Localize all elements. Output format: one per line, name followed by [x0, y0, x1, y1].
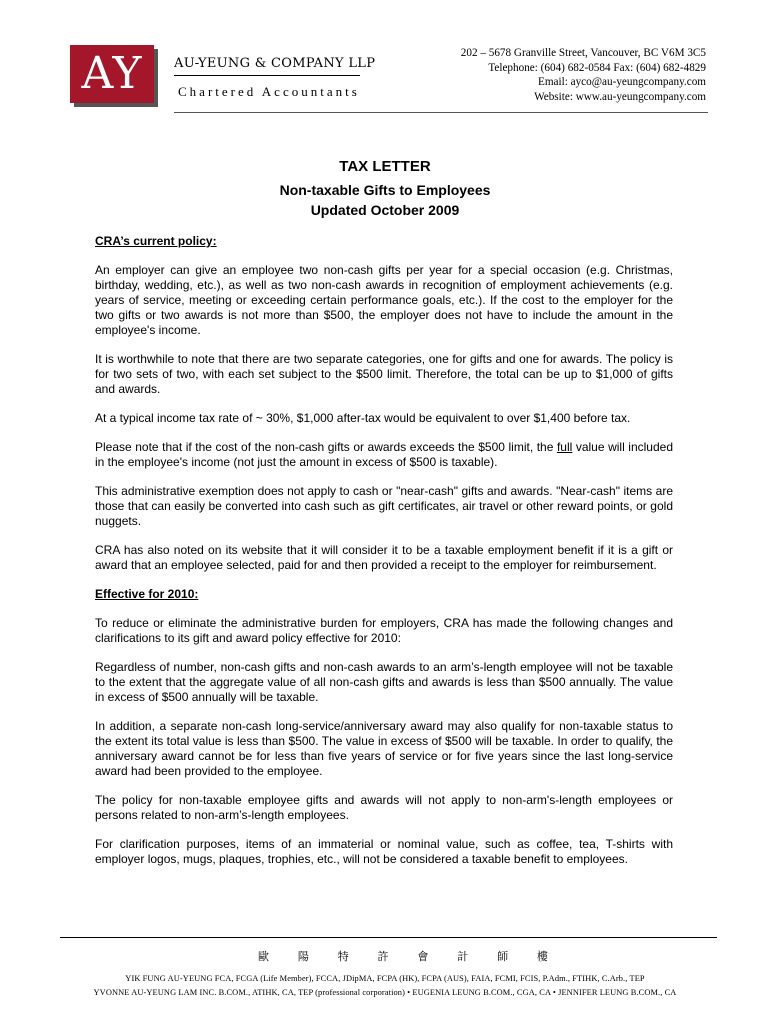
paragraph-text: Please note that if the cost of the non-cash gifts or awards exceeds the $500 limit, the: [95, 440, 557, 454]
chinese-char: 許: [377, 950, 389, 963]
document-updated: Updated October 2009: [310, 202, 460, 218]
paragraph: For clarification purposes, items of an immaterial or nominal value, such as coffee, tea, T-shirts with employer logos, mugs, plaques, trophies, etc., will not be considered a taxable benefit to employees.: [95, 837, 673, 866]
chinese-char: 陽: [297, 950, 309, 963]
paragraph: In addition, a separate non-cash long-service/anniversary award may also qualify for non-taxable status to the extent its total value is less than $500. The value in excess of $500 will be taxable. In order to qualify, the anniversary award cannot be for less than five years of service or for five years since the last long-service award had been provided to the employee.: [95, 719, 673, 778]
footer-divider: [60, 937, 717, 938]
chinese-char: 特: [337, 950, 349, 963]
paragraph: This administrative exemption does not apply to cash or "near-cash" gifts and awards. "Near-cash" items are those that can easily be converted into cash such as gift certificates, air travel or other reward points, or gold nuggets.: [95, 484, 673, 528]
footer-partners-line-2: YVONNE AU-YEUNG LAM INC. B.COM., ATIHK, CA, TEP (professional corporation) • EUGENIA LEUNG B.COM., CGA, CA • JENNIFER LEUNG B.COM., CA: [93, 988, 677, 997]
chinese-char: 計: [457, 950, 469, 963]
letter-body: [95, 234, 673, 881]
section-heading-effective-2010: Effective for 2010:: [95, 587, 199, 601]
logo-text: AY: [81, 48, 143, 99]
contact-block: [461, 46, 706, 105]
paragraph: CRA has also noted on its website that it will consider it to be a taxable employment benefit if it is a gift or award that an employee selected, paid for and then provided a receipt to the employer for reimbursement.: [95, 543, 673, 572]
logo-box: [70, 45, 154, 103]
chinese-char: 歐: [258, 950, 269, 963]
paragraph: To reduce or eliminate the administrative burden for employers, CRA has made the following changes and clarifications to its gift and award policy effective for 2010:: [95, 616, 673, 645]
paragraph-text: value will included in the employee's income (not just the amount in excess of $500 is taxable).: [95, 440, 674, 469]
firm-name: AU-YEUNG & COMPANY LLP: [174, 56, 376, 71]
email: Email: ayco@au-yeungcompany.com: [537, 76, 706, 89]
firm-logo: [70, 45, 158, 107]
website: Website: www.au-yeungcompany.com: [534, 91, 706, 104]
paragraph: At a typical income tax rate of ~ 30%, $1,000 after-tax would be equivalent to over $1,400 before tax.: [95, 411, 631, 425]
address: 202 – 5678 Granville Street, Vancouver, BC V6M 3C5: [460, 47, 706, 59]
firm-name-divider: [174, 75, 360, 76]
section-heading-current-policy: CRA’s current policy:: [95, 234, 217, 248]
paragraph-full-value: [95, 440, 673, 470]
phone-fax: Telephone: (604) 682-0584 Fax: (604) 682-4829: [488, 61, 706, 74]
header-divider: [174, 112, 708, 113]
paragraph: It is worthwhile to note that there are two separate categories, one for gifts and one for awards. The policy is for two sets of two, with each set subject to the $500 limit. Therefore, the total can be up to $1,000 of gifts and awards.: [95, 352, 673, 396]
chinese-char: 師: [497, 950, 509, 963]
firm-subtitle: Chartered Accountants: [178, 84, 360, 99]
emphasis-full: full: [556, 440, 573, 454]
document-title: TAX LETTER: [339, 158, 431, 175]
paragraph: Regardless of number, non-cash gifts and non-cash awards to an arm’s-length employee will not be taxable to the extent that the aggregate value of all non-cash gifts and awards is less than $500 annually. The value in excess of $500 annually will be taxable.: [95, 660, 673, 704]
document-subtitle: Non-taxable Gifts to Employees: [279, 182, 491, 198]
footer-partners-line-1: YIK FUNG AU-YEUNG FCA, FCGA (Life Member), FCCA, JDipMA, FCPA (HK), FCPA (AUS), FAIA, FCMI, FCIS, P.Adm., FTIHK, C.Arb., TEP: [125, 974, 645, 983]
chinese-firm-name: [258, 948, 548, 964]
chinese-char: 樓: [536, 950, 548, 963]
chinese-char: 會: [417, 950, 429, 963]
paragraph: An employer can give an employee two non-cash gifts per year for a special occasion (e.g. Christmas, birthday, wedding, etc.), as well as two non-cash awards in recognition of employment achievements (e.g. years of service, meeting or exceeding certain performance goals, etc.). If the cost to the employer for the two gifts or two awards is not more than $500, the employer does not have to include the amount in the employee's income.: [95, 263, 673, 337]
paragraph: The policy for non-taxable employee gifts and awards will not apply to non-arm's-length employees or persons related to non-arm’s-length employees.: [95, 793, 673, 822]
